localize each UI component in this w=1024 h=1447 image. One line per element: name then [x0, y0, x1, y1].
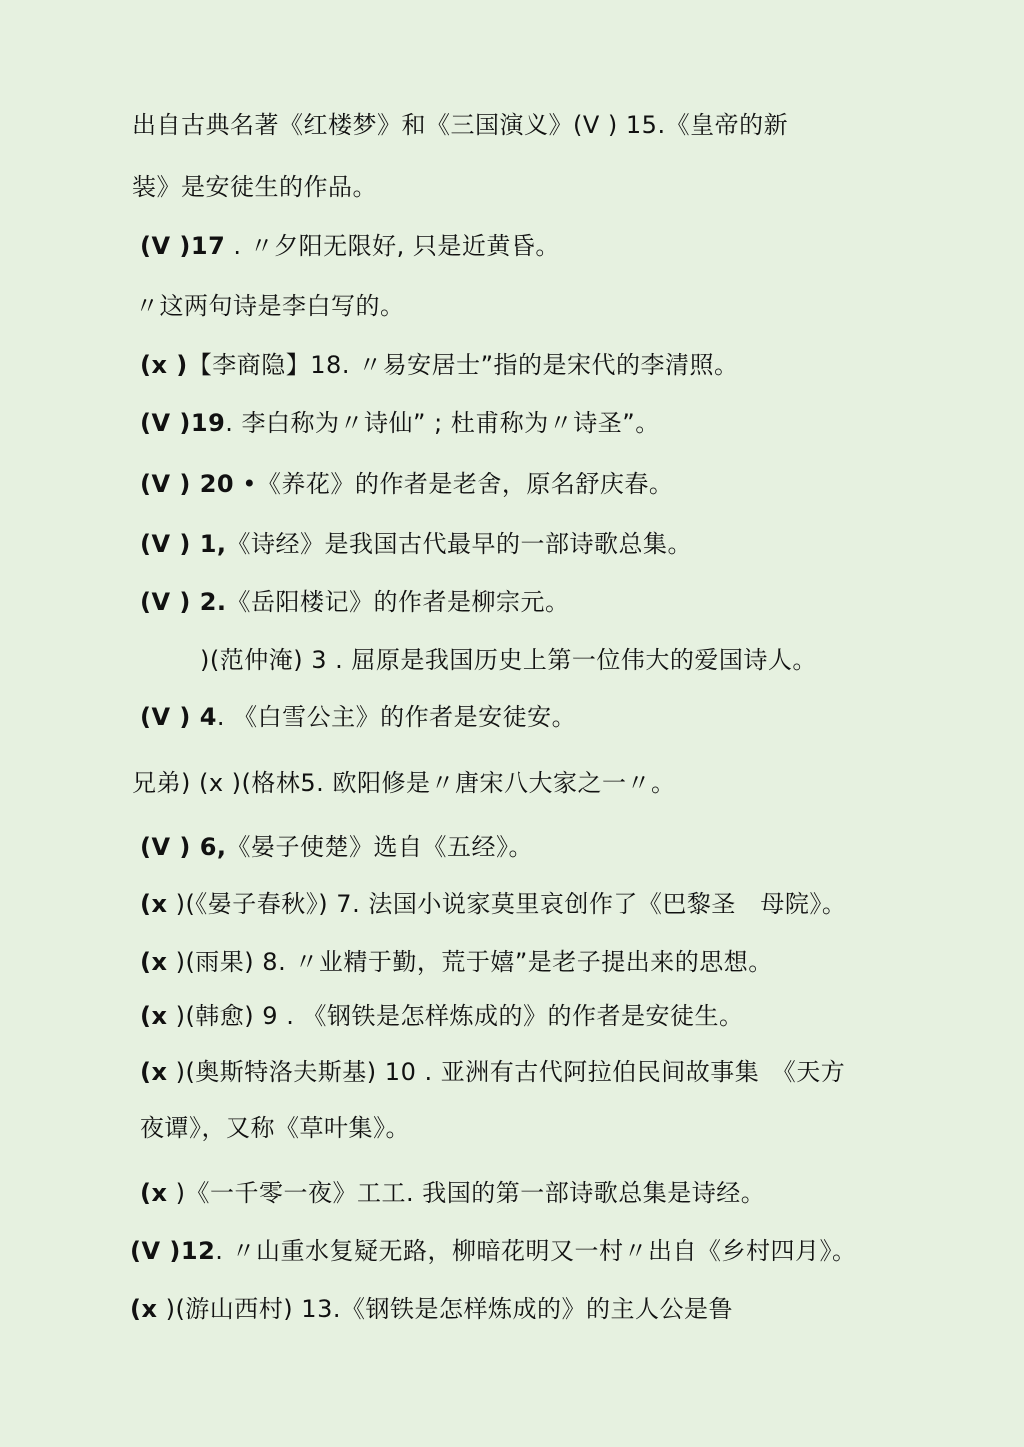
text-line: [140, 702, 576, 732]
text-line: [130, 1294, 733, 1324]
line-text: )(游山西村) 13.《钢铁是怎样炼成的》的主人公是鲁: [157, 1295, 733, 1323]
line-text: 夜谭》，又称《草叶集》。: [140, 1114, 410, 1142]
text-line: [140, 1057, 845, 1087]
line-text: 《岳阳楼记》的作者是柳宗元。: [226, 588, 570, 616]
answer-mark: (V )17: [140, 232, 226, 260]
line-text: 兄弟) (x )(格林5. 欧阳修是〃唐宋八大家之一〃。: [132, 769, 676, 797]
line-text: . 〃山重水复疑无路，柳暗花明又一村〃出自《乡村四月》。: [215, 1237, 857, 1265]
text-line: [140, 947, 773, 977]
line-text: . 〃夕阳无限好, 只是近黄昏。: [225, 232, 560, 260]
line-text: 装》是安徒生的作品。: [132, 173, 377, 201]
text-line: [132, 768, 675, 798]
line-text: 《诗经》是我国古代最早的一部诗歌总集。: [226, 530, 693, 558]
line-text: •《养花》的作者是老舍，原名舒庆春。: [234, 470, 674, 498]
answer-mark: (V ) 2.: [140, 588, 227, 616]
line-text: 〃这两句诗是李白写的。: [135, 292, 405, 320]
answer-mark: (x: [140, 890, 168, 918]
answer-mark: (V )12: [130, 1237, 216, 1265]
text-line: [140, 587, 570, 617]
answer-mark: (x: [140, 1058, 168, 1086]
line-text: )(雨果) 8. 〃业精于勤，荒于嬉”是老子提出来的思想。: [167, 948, 773, 976]
text-line: [140, 469, 673, 499]
text-line: [140, 889, 846, 919]
text-line: [140, 231, 560, 261]
line-text: )(奥斯特洛夫斯基) 10 . 亚洲有古代阿拉伯民间故事集 《天方: [167, 1058, 846, 1086]
text-line: [140, 350, 739, 380]
line-text: )(范仲淹) 3 . 屈原是我国历史上第一位伟大的爱国诗人。: [200, 646, 817, 674]
answer-mark: (V ) 6,: [140, 833, 227, 861]
line-text: )(韩愈) 9 . 《钢铁是怎样炼成的》的作者是安徒生。: [167, 1002, 744, 1030]
answer-mark: (x: [130, 1295, 158, 1323]
answer-mark: (x ): [140, 351, 188, 379]
text-line: [135, 291, 405, 321]
answer-mark: (V ) 20: [140, 470, 235, 498]
answer-mark: (x: [140, 1002, 168, 1030]
line-text: 《晏子使楚》选自《五经》。: [226, 833, 534, 861]
answer-mark: (V ) 4: [140, 703, 217, 731]
line-text: 【李商隐】18. 〃易安居士”指的是宋代的李清照。: [187, 351, 739, 379]
answer-mark: (x: [140, 1179, 168, 1207]
text-line: [200, 645, 817, 675]
text-line: [140, 1178, 765, 1208]
line-text: . 李白称为〃诗仙” ; 杜甫称为〃诗圣”。: [225, 409, 660, 437]
line-text: 出自古典名著《红楼梦》和《三国演义》(V ) 15.《皇帝的新: [132, 111, 789, 139]
line-text: . 《白雪公主》的作者是安徒安。: [216, 703, 577, 731]
answer-mark: (V )19: [140, 409, 226, 437]
line-text: )《一千零一夜》工工. 我国的第一部诗歌总集是诗经。: [167, 1179, 766, 1207]
text-line: [140, 529, 692, 559]
answer-mark: (x: [140, 948, 168, 976]
text-line: [140, 408, 660, 438]
text-line: [130, 1236, 857, 1266]
text-line: [140, 832, 533, 862]
answer-mark: (V ) 1,: [140, 530, 227, 558]
text-line: [132, 110, 788, 140]
text-line: [140, 1001, 743, 1031]
line-text: )(《晏子春秋》) 7. 法国小说家莫里哀创作了《巴黎圣 母院》。: [167, 890, 847, 918]
text-line: [140, 1113, 410, 1143]
text-line: [132, 172, 377, 202]
